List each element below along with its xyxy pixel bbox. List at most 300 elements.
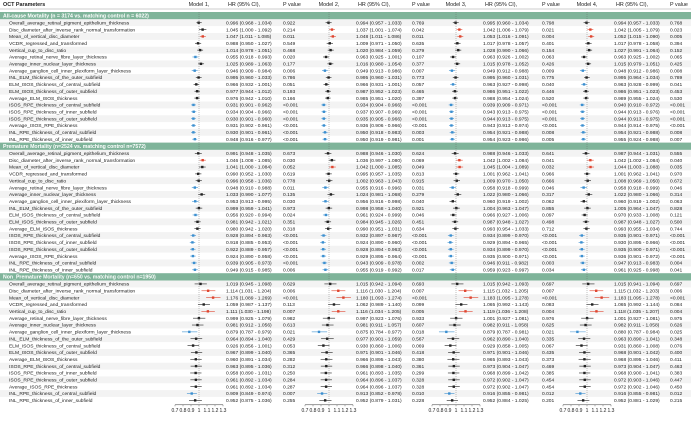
- point-estimate: [322, 344, 324, 346]
- header-model-label: Model 4,: [576, 2, 598, 8]
- point-estimate: [583, 269, 585, 271]
- hr-ci-value: 0.939 (0.909 - 0.971): [483, 103, 529, 109]
- hr-ci-value: 0.973 (0.904 - 1.047): [483, 364, 529, 370]
- point-estimate: [188, 331, 190, 333]
- point-estimate: [455, 207, 457, 209]
- point-estimate: [454, 22, 456, 24]
- point-estimate: [452, 200, 454, 202]
- point-estimate: [457, 193, 459, 195]
- p-value: <0.001: [670, 296, 686, 302]
- p-value: 0.634: [412, 227, 425, 233]
- p-value: 0.453: [670, 89, 683, 95]
- hr-ci-value: 1.001 (0.927 - 1.081): [483, 316, 529, 322]
- p-value: 0.933: [412, 316, 425, 322]
- point-estimate: [325, 372, 327, 374]
- point-estimate: [197, 76, 199, 78]
- p-value: 0.010: [412, 392, 425, 398]
- p-value: 0.012: [542, 392, 555, 398]
- x-tick-label: 0.9: [187, 407, 195, 414]
- point-estimate: [325, 83, 327, 85]
- hr-ci-value: 0.963 (0.925 - 1.001): [356, 55, 402, 61]
- p-value: 0.469: [542, 364, 555, 370]
- p-value: <0.001: [670, 103, 686, 109]
- point-estimate: [192, 248, 194, 250]
- p-value: 0.011: [412, 35, 424, 41]
- p-value: 0.975: [670, 316, 683, 322]
- header-p-label: P value: [670, 2, 688, 8]
- hr-ci-value: 1.118 (1.035 - 1.207): [614, 310, 660, 316]
- point-estimate: [449, 344, 451, 346]
- point-estimate: [191, 241, 193, 243]
- hr-ci-value: 0.879 (0.787 - 0.979): [226, 330, 272, 336]
- point-estimate: [589, 166, 591, 168]
- hr-ci-value: 0.943 (0.913 - 0.974): [483, 124, 529, 130]
- row-param-label: ISOS_RPE_thickness_of_outer_subfield: [9, 378, 97, 384]
- hr-ci-value: 1.015 (0.942 - 1.094): [356, 282, 402, 288]
- point-estimate: [459, 35, 461, 37]
- hr-ci-value: 1.015 (0.978 - 1.052): [483, 62, 529, 68]
- p-value: 0.778: [283, 179, 296, 185]
- point-estimate: [194, 399, 196, 401]
- point-estimate: [324, 200, 326, 202]
- point-estimate: [325, 214, 327, 216]
- point-estimate: [454, 227, 456, 229]
- p-value: 0.567: [412, 337, 425, 343]
- x-tick-label: 1.3: [476, 407, 484, 414]
- row-stripe: [0, 260, 691, 267]
- p-value: 0.287: [283, 385, 296, 391]
- point-estimate: [194, 269, 196, 271]
- hr-ci-value: 1.115 (1.032 - 1.205): [483, 289, 529, 295]
- hr-ci-value: 0.999 (0.959 - 1.041): [226, 206, 272, 212]
- p-value: 0.030: [283, 158, 296, 164]
- x-tick-label: 0.8: [179, 407, 187, 414]
- row-stripe: [0, 390, 691, 397]
- hr-ci-value: 0.947 (0.913 - 0.983): [614, 261, 660, 267]
- x-tick-label: 1.3: [607, 407, 615, 414]
- p-value: 0.021: [542, 28, 555, 34]
- hr-ci-value: 0.990 (0.952 - 1.030): [226, 172, 272, 178]
- p-value: 0.284: [283, 378, 296, 384]
- row-param-label: Disc_diameter_after_inverse_rank_normal_transformation: [9, 158, 136, 164]
- point-estimate: [450, 234, 452, 236]
- p-value: 0.641: [542, 152, 555, 158]
- hr-ci-value: 0.966 (0.895 - 1.043): [356, 357, 402, 363]
- hr-ci-value: 1.020 (0.984 - 1.059): [356, 48, 402, 54]
- hr-ci-value: 1.016 (0.980 - 1.054): [356, 62, 402, 68]
- point-estimate: [469, 296, 471, 298]
- hr-ci-value: 0.928 (0.894 - 0.963): [356, 247, 402, 253]
- p-value: 0.215: [670, 399, 683, 405]
- x-tick-label: 1.2: [468, 407, 476, 414]
- p-value: 0.193: [283, 89, 296, 95]
- point-estimate: [587, 42, 589, 44]
- x-tick-label: 0.7: [428, 407, 436, 414]
- point-estimate: [325, 351, 327, 353]
- point-estimate: [329, 49, 331, 51]
- hr-ci-value: 0.953 (0.913 - 0.995): [226, 199, 272, 205]
- row-param-label: Vertical_cup_to_disc_ratio: [9, 310, 67, 316]
- hr-ci-value: 1.015 (0.942 - 1.093): [483, 282, 529, 288]
- p-value: 0.006: [283, 289, 296, 295]
- point-estimate: [325, 358, 327, 360]
- point-estimate: [192, 234, 194, 236]
- hr-ci-value: 0.922 (0.889 - 0.957): [226, 247, 272, 253]
- p-value: 0.312: [283, 364, 296, 370]
- point-estimate: [195, 338, 197, 340]
- hr-ci-value: 0.875 (0.784 - 0.977): [356, 330, 402, 336]
- row-stripe: [0, 232, 691, 239]
- point-estimate: [199, 283, 201, 285]
- p-value: 0.069: [412, 344, 425, 350]
- p-value: 0.328: [412, 378, 425, 384]
- p-value: <0.001: [283, 247, 299, 253]
- point-estimate: [582, 69, 584, 71]
- p-value: 0.429: [283, 337, 296, 343]
- hr-ci-value: 0.995 (0.960 - 1.031): [356, 76, 402, 82]
- header-p-label: P value: [412, 2, 430, 8]
- hr-ci-value: 0.998 (0.958 - 1.040): [356, 206, 402, 212]
- p-value: 0.018: [412, 330, 425, 336]
- hr-ci-value: 0.987 (0.948 - 1.027): [614, 220, 660, 226]
- point-estimate: [337, 310, 339, 312]
- p-value: 0.335: [542, 337, 555, 343]
- hr-ci-value: 0.995 (0.964 - 1.034): [614, 76, 660, 82]
- hr-ci-value: 0.958 (0.918 - 0.999): [614, 186, 660, 192]
- hr-ci-value: 1.045 (1.000 - 1.092): [226, 28, 272, 34]
- row-param-label: Overall_average_retinal_pigment_epithelium_thickness: [9, 282, 130, 288]
- header-hr-label: HR (95% CI),: [227, 2, 261, 8]
- hr-ci-value: 0.961 (0.893 - 1.035): [356, 371, 402, 377]
- p-value: 0.468: [283, 48, 296, 54]
- p-value: 0.549: [283, 41, 296, 47]
- p-value: 0.454: [542, 378, 555, 384]
- p-value: <0.001: [670, 247, 686, 253]
- point-estimate: [580, 241, 582, 243]
- hr-ci-value: 1.042 (1.002 - 1.084): [483, 158, 529, 164]
- hr-ci-value: 1.044 (1.003 - 1.088): [614, 165, 660, 171]
- p-value: 0.011: [283, 186, 295, 192]
- p-value: 0.031: [412, 186, 425, 192]
- p-value: 0.619: [283, 172, 296, 178]
- hr-ci-value: 0.996 (0.958 - 1.036): [226, 179, 272, 185]
- p-value: 0.279: [412, 193, 425, 199]
- point-estimate: [580, 344, 582, 346]
- hr-ci-value: 0.982 (0.911 - 1.058): [614, 323, 660, 329]
- hr-ci-value: 1.008 (0.969 - 1.050): [614, 179, 660, 185]
- hr-ci-value: 0.916 (0.855 - 0.981): [483, 392, 529, 398]
- p-value: 0.001: [412, 137, 425, 143]
- hr-ci-value: 0.934 (0.904 - 0.966): [226, 110, 272, 116]
- hr-ci-value: 0.980 (0.942 - 1.020): [226, 227, 272, 233]
- hr-ci-value: 0.935 (0.900 - 0.971): [483, 254, 529, 260]
- hr-ci-value: 0.952 (0.879 - 1.031): [356, 399, 402, 405]
- row-param-label: Average_ganglion_cell_inner_plexiform_layer_thickness: [9, 330, 131, 336]
- hr-ci-value: 1.025 (0.989 - 1.063): [226, 62, 272, 68]
- p-value: 0.113: [283, 303, 295, 309]
- section-title: All-cause Mortality (n = 3174 vs. matching control n = 6022): [3, 13, 149, 20]
- p-value: 0.775: [542, 76, 555, 82]
- row-param-label: Overall_average_retinal_pigment_epithelium_thickness: [9, 21, 130, 27]
- p-value: 0.401: [542, 41, 555, 47]
- point-estimate: [589, 159, 591, 161]
- row-param-label: Average_retinal_nerve_fibre_layer_thickness: [9, 55, 107, 61]
- p-value: 0.361: [412, 364, 425, 370]
- hr-ci-value: 0.954 (0.921 - 0.988): [614, 131, 660, 137]
- point-estimate: [458, 159, 460, 161]
- point-estimate: [325, 365, 327, 367]
- point-estimate: [451, 186, 453, 188]
- p-value: <0.001: [542, 124, 558, 130]
- hr-ci-value: 1.022 (0.980 - 1.066): [483, 193, 529, 199]
- hr-ci-value: 1.024 (0.981 - 1.068): [356, 193, 402, 199]
- hr-ci-value: 0.968 (0.899 - 1.042): [483, 371, 529, 377]
- p-value: 0.046: [542, 186, 555, 192]
- p-value: 0.057: [412, 83, 425, 89]
- p-value: 0.121: [670, 213, 683, 219]
- row-param-label: Mean_of_vertical_disc_diameter: [9, 165, 80, 171]
- point-estimate: [587, 63, 589, 65]
- hr-ci-value: 0.935 (0.900 - 0.971): [614, 247, 660, 253]
- p-value: 0.004: [542, 310, 555, 316]
- p-value: 0.003: [542, 261, 555, 267]
- point-estimate: [192, 104, 194, 106]
- x-tick-label: 0.8: [436, 407, 444, 414]
- hr-ci-value: 0.967 (0.899 - 1.040): [226, 351, 272, 357]
- p-value: 0.425: [670, 62, 683, 68]
- hr-ci-value: 0.944 (0.913 - 0.976): [614, 110, 660, 116]
- p-value: <0.001: [542, 117, 558, 123]
- point-estimate: [450, 111, 452, 113]
- row-param-label: VCDR_regressed_and_transformed: [9, 303, 88, 309]
- p-value: 0.500: [670, 220, 683, 226]
- p-value: 0.040: [542, 83, 555, 89]
- p-value: 0.520: [542, 96, 555, 102]
- p-value: 0.041: [670, 268, 683, 274]
- row-param-label: ELM_ISOS_thickness_of_outer_subfield: [9, 351, 97, 357]
- hr-ci-value: 0.924 (0.890 - 0.958): [226, 254, 272, 260]
- hr-ci-value: 0.976 (0.942 - 1.010): [226, 96, 272, 102]
- p-value: 0.032: [542, 165, 555, 171]
- point-estimate: [450, 124, 452, 126]
- p-value: 0.673: [283, 152, 296, 158]
- p-value: 0.451: [412, 220, 425, 226]
- hr-ci-value: 0.940 (0.910 - 0.972): [614, 103, 660, 109]
- p-value: 0.008: [542, 131, 555, 137]
- p-value: 0.397: [412, 96, 425, 102]
- header-p-label: P value: [283, 2, 301, 8]
- point-estimate: [324, 69, 326, 71]
- hr-ci-value: 0.960 (0.891 - 1.034): [226, 357, 272, 363]
- hr-ci-value: 0.964 (0.896 - 1.037): [356, 378, 402, 384]
- row-param-label: Average_ISOS_RPE_thickness: [9, 254, 78, 260]
- point-estimate: [194, 372, 196, 374]
- point-estimate: [321, 392, 323, 394]
- point-estimate: [212, 296, 214, 298]
- hr-ci-value: 0.971 (0.901 - 1.046): [356, 351, 402, 357]
- hr-ci-value: 0.995 (0.957 - 1.035): [356, 172, 402, 178]
- row-param-label: INL_ELM_thickness_of_the_outer_subfield: [9, 76, 103, 82]
- point-estimate: [583, 372, 585, 374]
- point-estimate: [192, 124, 194, 126]
- p-value: 0.023: [670, 28, 683, 34]
- point-estimate: [196, 227, 198, 229]
- point-estimate: [464, 290, 466, 292]
- point-estimate: [457, 49, 459, 51]
- hr-ci-value: 0.963 (0.890 - 1.041): [614, 337, 660, 343]
- section-title: Non_Premature Mortality (n=650 vs. matching control n=1950): [3, 274, 156, 281]
- header-model-label: Model 1,: [188, 2, 210, 8]
- hr-ci-value: 0.973 (0.904 - 1.047): [614, 364, 660, 370]
- x-tick-label: 0.8: [309, 407, 317, 414]
- p-value: 0.099: [412, 303, 425, 309]
- p-value: 0.012: [670, 392, 683, 398]
- hr-ci-value: 0.995 (0.960 - 1.034): [483, 21, 529, 27]
- hr-ci-value: 1.005 (0.964 - 1.047): [614, 206, 660, 212]
- hr-ci-value: 0.926 (0.856 - 1.001): [226, 344, 272, 350]
- p-value: 0.463: [670, 364, 683, 370]
- p-value: 0.798: [542, 21, 555, 27]
- row-param-label: Mean_of_vertical_disc_diameter: [9, 296, 80, 302]
- p-value: 0.041: [542, 158, 555, 164]
- point-estimate: [588, 193, 590, 195]
- hr-ci-value: 0.972 (0.902 - 1.047): [483, 385, 529, 391]
- x-tick-label: 0.9: [317, 407, 325, 414]
- hr-ci-value: 0.995 (0.960 - 1.033): [226, 76, 272, 82]
- p-value: 0.135: [283, 193, 296, 199]
- hr-ci-value: 0.996 (0.968 - 1.034): [226, 21, 272, 27]
- point-estimate: [453, 324, 455, 326]
- p-value: 0.004: [542, 35, 555, 41]
- hr-ci-value: 1.183 (1.095 - 1.278): [483, 296, 529, 302]
- hr-ci-value: 0.991 (0.948 - 1.035): [226, 152, 272, 158]
- p-value: 0.922: [283, 21, 296, 27]
- hr-ci-value: 0.966 (0.931 - 1.001): [356, 83, 402, 89]
- hr-ci-value: 0.930 (0.901 - 0.961): [226, 131, 272, 137]
- hr-ci-value: 0.961 (0.925 - 0.998): [614, 268, 660, 274]
- header-p-label: P value: [542, 2, 560, 8]
- p-value: 0.051: [283, 83, 296, 89]
- hr-ci-value: 0.981 (0.911 - 1.057): [356, 323, 402, 329]
- hr-ci-value: 0.934 (0.899 - 0.970): [483, 234, 529, 240]
- point-estimate: [326, 324, 328, 326]
- point-estimate: [192, 255, 194, 257]
- hr-ci-value: 0.931 (0.860 - 1.008): [614, 344, 660, 350]
- hr-ci-value: 0.943 (0.909 - 0.978): [356, 261, 402, 267]
- hr-ci-value: 1.001 (0.962 - 1.041): [614, 172, 660, 178]
- hr-ci-value: 1.111 (1.030 - 1.198): [226, 310, 271, 316]
- row-param-label: Disc_diameter_after_inverse_rank_normal_transformation: [9, 28, 136, 34]
- hr-ci-value: 0.982 (0.911 - 1.058): [483, 323, 529, 329]
- hr-ci-value: 1.028 (0.990 - 1.066): [483, 48, 529, 54]
- point-estimate: [322, 255, 324, 257]
- row-param-label: Average_ELM_ISOS_thickness: [9, 96, 78, 102]
- point-estimate: [327, 221, 329, 223]
- point-estimate: [329, 283, 331, 285]
- point-estimate: [464, 310, 466, 312]
- hr-ci-value: 0.924 (0.890 - 0.960): [356, 241, 402, 247]
- hr-ci-value: 0.997 (0.923 - 1.076): [356, 316, 402, 322]
- p-value: 0.007: [670, 137, 683, 143]
- hr-ci-value: 0.944 (0.914 - 0.975): [614, 124, 660, 130]
- row-param-label: Average_ELM_ISOS_thickness: [9, 357, 78, 363]
- row-param-label: Overall_average_retinal_pigment_epithelium_thickness: [9, 152, 130, 158]
- hr-ci-value: 0.930 (0.895 - 0.966): [614, 241, 660, 247]
- point-estimate: [452, 214, 454, 216]
- p-value: 0.966: [542, 172, 555, 178]
- p-value: 0.973: [283, 206, 296, 212]
- point-estimate: [581, 234, 583, 236]
- p-value: <0.001: [542, 247, 558, 253]
- point-estimate: [332, 35, 334, 37]
- point-estimate: [587, 283, 589, 285]
- row-param-label: ELM_ISOS_thickness_of_central_subfield: [9, 344, 101, 350]
- p-value: 0.008: [670, 131, 683, 137]
- hr-ci-value: 0.946 (0.909 - 0.984): [226, 69, 272, 75]
- point-estimate: [583, 200, 585, 202]
- point-estimate: [456, 283, 458, 285]
- point-estimate: [579, 392, 581, 394]
- point-estimate: [324, 138, 326, 140]
- p-value: 0.915: [412, 179, 425, 185]
- point-estimate: [581, 124, 583, 126]
- point-estimate: [448, 392, 450, 394]
- p-value: 0.813: [412, 172, 425, 178]
- p-value: 0.009: [542, 69, 555, 75]
- p-value: 0.084: [670, 303, 683, 309]
- row-param-label: Average_inner_nuclear_layer_thickness: [9, 62, 96, 68]
- point-estimate: [583, 358, 585, 360]
- p-value: 0.067: [542, 344, 555, 350]
- p-value: 0.006: [283, 69, 296, 75]
- p-value: <0.001: [412, 296, 428, 302]
- p-value: 0.076: [670, 344, 683, 350]
- row-param-label: VCDR_regressed_and_transformed: [9, 172, 88, 178]
- p-value: 0.328: [412, 385, 425, 391]
- row-param-label: INL_RPE_thickness_of_inner_subfield: [9, 399, 93, 405]
- x-tick-label: 0.9: [444, 407, 452, 414]
- point-estimate: [584, 385, 586, 387]
- point-estimate: [199, 49, 201, 51]
- p-value: 0.629: [283, 282, 296, 288]
- p-value: 0.613: [283, 323, 296, 329]
- p-value: 0.450: [670, 385, 683, 391]
- hr-ci-value: 0.963 (0.928 - 0.999): [614, 83, 660, 89]
- p-value: <0.001: [542, 110, 558, 116]
- x-tick-label: 0.8: [567, 407, 575, 414]
- hr-ci-value: 0.961 (0.892 - 1.034): [226, 378, 272, 384]
- point-estimate: [323, 104, 325, 106]
- point-estimate: [582, 262, 584, 264]
- p-value: <0.001: [283, 103, 299, 109]
- hr-ci-value: 1.042 (1.005 - 1.079): [614, 28, 660, 34]
- point-estimate: [576, 331, 578, 333]
- hr-ci-value: 0.963 (0.895 - 1.036): [226, 364, 272, 370]
- hr-ci-value: 0.961 (0.924 - 0.999): [356, 213, 402, 219]
- point-estimate: [589, 28, 591, 30]
- point-estimate: [196, 221, 198, 223]
- hr-ci-value: 0.952 (0.875 - 1.036): [226, 399, 272, 405]
- p-value: 0.693: [412, 282, 425, 288]
- hr-ci-value: 0.949 (0.913 - 0.986): [356, 69, 402, 75]
- p-value: 0.666: [542, 179, 555, 185]
- p-value: 0.166: [283, 96, 296, 102]
- point-estimate: [196, 97, 198, 99]
- hr-ci-value: 1.017 (0.978 - 1.057): [483, 41, 529, 47]
- row-param-label: ISOS_RPE_thickness_of_inner_subfield: [9, 110, 97, 116]
- p-value: <0.001: [670, 124, 686, 130]
- hr-ci-value: 0.934 (0.899 - 0.970): [483, 247, 529, 253]
